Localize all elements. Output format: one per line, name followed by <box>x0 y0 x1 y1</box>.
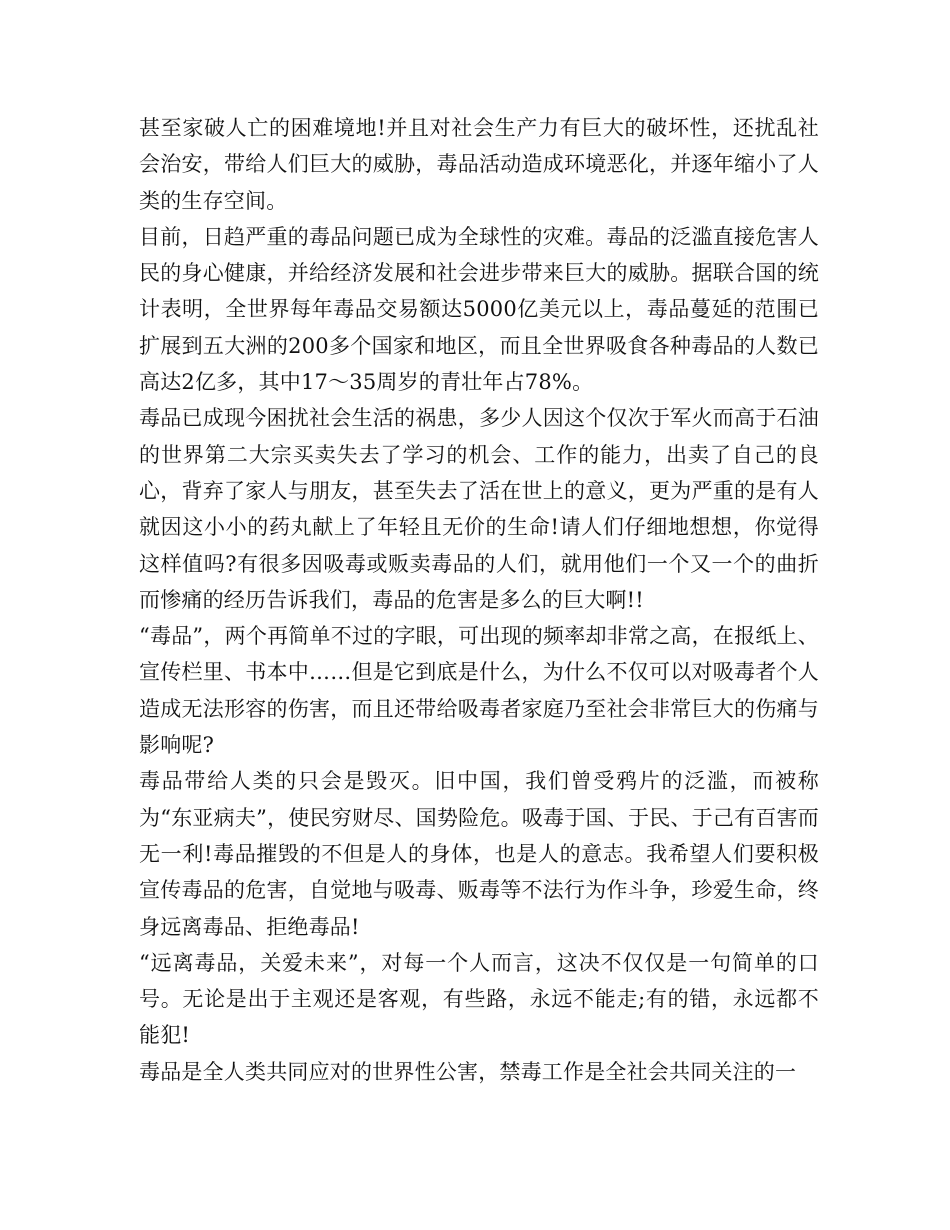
paragraph-5: 毒品带给人类的只会是毁灭。旧中国，我们曾受鸦片的泛滥，而被称为“东亚病夫”，使民穷财尽、国势险危。吸毒于国、于民、于己有百害而无一利!毒品摧毁的不但是人的身体，也是人的意志。我希望人们要积极宣传毒品的危害，自觉地与吸毒、贩毒等不法行为作斗争，珍爱生命，终身远离毒品、拒绝毒品! <box>139 769 819 939</box>
paragraph-6: “远离毒品，关爱未来”，对每一个人而言，这决不仅仅是一句简单的口号。无论是出于主观还是客观，有些路，永远不能走;有的错，永远都不能犯! <box>139 950 819 1048</box>
paragraph-4: “毒品”，两个再简单不过的字眼，可出现的频率却非常之高，在报纸上、宣传栏里、书本中……但是它到底是什么，为什么不仅可以对吸毒者个人造成无法形容的伤害，而且还带给吸毒者家庭乃至社会非常巨大的伤痛与影响呢? <box>139 624 819 758</box>
paragraph-1: 甚至家破人亡的困难境地!并且对社会生产力有巨大的破坏性，还扰乱社会治安，带给人们巨大的威胁，毒品活动造成环境恶化，并逐年缩小了人类的生存空间。 <box>139 116 819 213</box>
document-body <box>139 110 819 1090</box>
paragraph-2: 目前，日趋严重的毒品问题已成为全球性的灾难。毒品的泛滥直接危害人民的身心健康，并给经济发展和社会进步带来巨大的威胁。据联合国的统计表明，全世界每年毒品交易额达5000亿美元以上，毒品蔓延的范围已扩展到五大洲的200多个国家和地区，而且全世界吸食各种毒品的人数已高达2亿多，其中17～35周岁的青壮年占78%。 <box>139 224 819 395</box>
paragraph-3: 毒品已成现今困扰社会生活的祸患，多少人因这个仅次于军火而高于石油的世界第二大宗买卖失去了学习的机会、工作的能力，出卖了自己的良心，背弃了家人与朋友，甚至失去了活在世上的意义，更为严重的是有人就因这小小的药丸献上了年轻且无价的生命!请人们仔细地想想，你觉得这样值吗?有很多因吸毒或贩卖毒品的人们，就用他们一个又一个的曲折而惨痛的经历告诉我们，毒品的危害是多么的巨大啊!! <box>139 406 819 612</box>
paragraph-7: 毒品是全人类共同应对的世界性公害，禁毒工作是全社会共同关注的一 <box>139 1059 797 1084</box>
